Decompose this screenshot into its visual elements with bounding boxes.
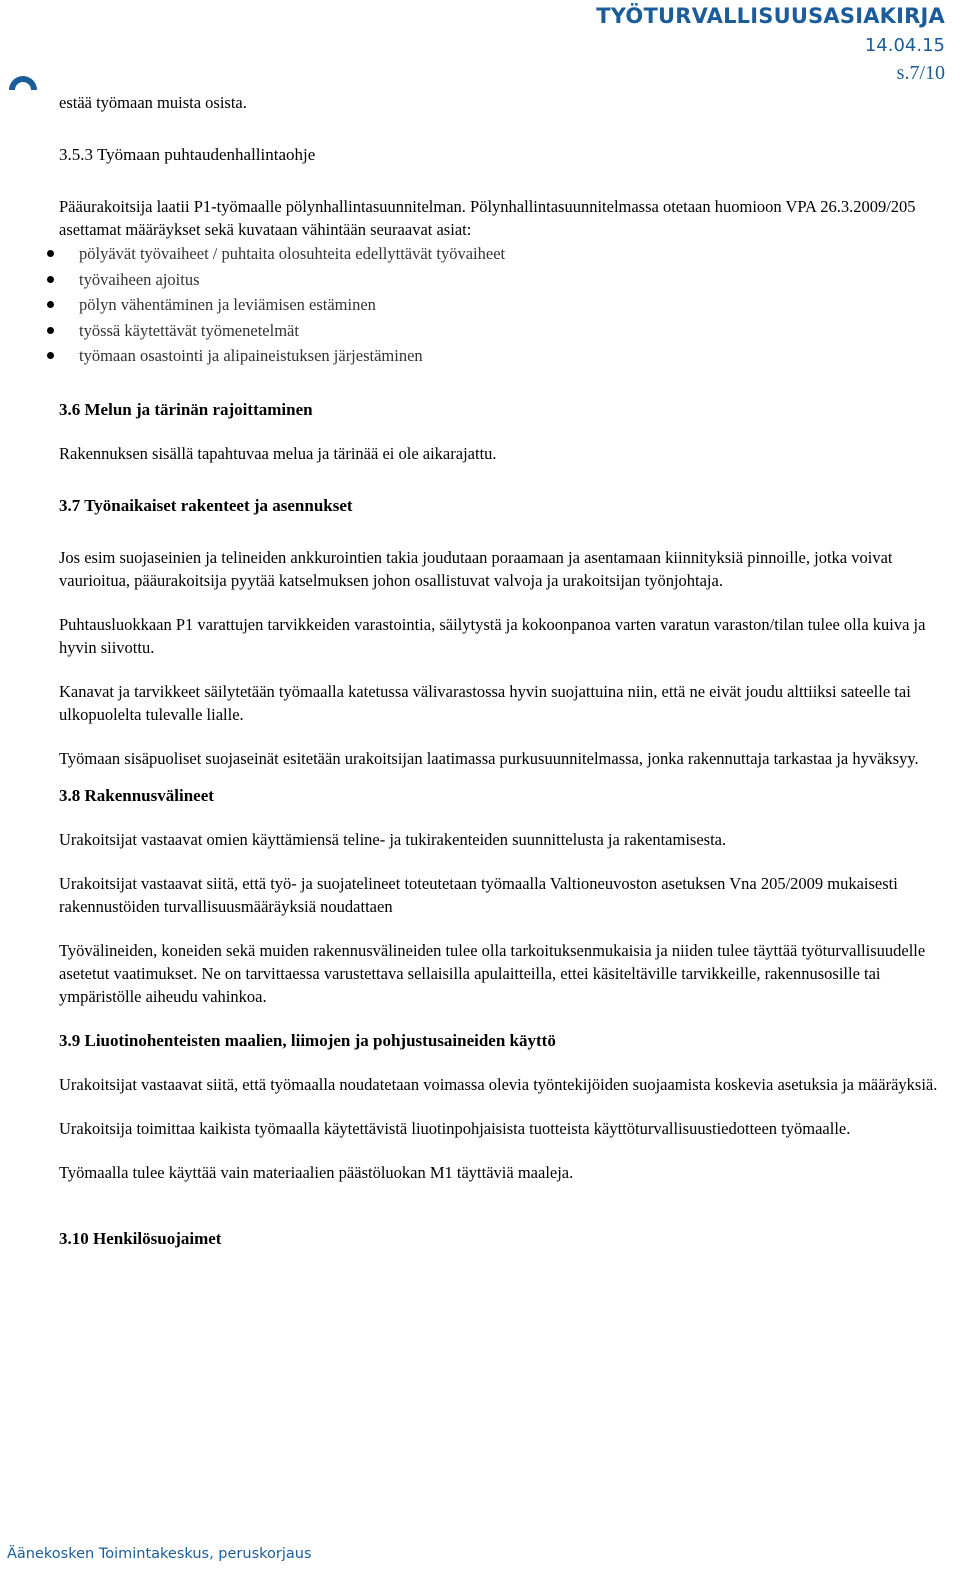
paragraph-walls: Työmaan sisäpuoliset suojaseinät esitetään urakoitsijan laatimassa purkusuunnitelmassa, jonka rakennuttaja tarkastaa ja hyväksyy. xyxy=(59,748,919,768)
paragraph-dust-plan: Pääurakoitsija laatii P1-työmaalle pölynhallintasuunnitelman. Pölynhallintasuunnitelmassa otetaan huomioon VPA 26.3.2009/205 asettamat määräykset sekä kuvataan vähintään seuraavat asiat: xyxy=(59,197,916,239)
document-body xyxy=(59,91,939,1250)
paragraph-equipment: Työvälineiden, koneiden sekä muiden rakennusvälineiden tulee olla tarkoituksenmukaisia ja niiden tulee täyttää työturvallisuudelle asetetut vaatimukset. Ne on tarvittaessa varustettava sellaisilla apulaitteilla, ettei käsiteltäville tarvikkeille, rakennusosille tai ympäristölle aiheudu vahinkoa. xyxy=(59,940,926,1006)
heading-3-7: 3.7 Työnaikaiset rakenteet ja asennukset xyxy=(59,495,353,515)
list-item: työmaan osastointi ja alipaineistuksen järjestäminen xyxy=(59,343,939,369)
bullet-icon xyxy=(47,301,54,308)
paragraph-safety-rails: Urakoitsijat vastaavat siitä, että työ- ja suojatelineet toteutetaan työmaalla Valtioneuvoston asetuksen Vna 205/2009 mukaisesti rakennustöiden turvallisuusmääräyksiä noudattaen xyxy=(59,873,898,916)
paragraph-anchoring: Jos esim suojaseinien ja telineiden ankkurointien takia joudutaan poraamaan ja asentamaan kiinnityksiä pinnoille, jotka voivat vaurioitua, pääurakoitsija pyytää katselmuksen johon osallistuvat valvoja ja urakoitsijan työnjohtaja. xyxy=(59,547,893,590)
heading-3-10: 3.10 Henkilösuojaimet xyxy=(59,1228,222,1248)
paragraph-regulations: Urakoitsijat vastaavat siitä, että työmaalla noudatetaan voimassa olevia työntekijöiden suojaamista koskevia asetuksia ja määräyksiä. xyxy=(59,1074,938,1094)
list-item: pölyn vähentäminen ja leviämisen estäminen xyxy=(59,292,939,318)
document-footer: Äänekosken Toimintakeskus, peruskorjaus xyxy=(7,1546,312,1562)
document-date: 14.04.15 xyxy=(864,35,945,56)
paragraph-storage: Puhtausluokkaan P1 varattujen tarvikkeiden varastointia, säilytystä ja kokoonpanoa varten varatun varaston/tilan tulee olla kuiva ja hyvin siivottu. xyxy=(59,614,926,657)
heading-3-6: 3.6 Melun ja tärinän rajoittaminen xyxy=(59,399,313,419)
paragraph-scaffolds: Urakoitsijat vastaavat omien käyttämiensä teline- ja tukirakenteiden suunnittelusta ja rakentamisesta. xyxy=(59,829,727,849)
paragraph-paints: Työmaalla tulee käyttää vain materiaalien päästöluokan M1 täyttäviä maaleja. xyxy=(59,1162,574,1182)
list-item: työvaiheen ajoitus xyxy=(59,267,939,293)
document-title: TYÖTURVALLISUUSASIAKIRJA xyxy=(596,4,945,28)
bullet-icon xyxy=(47,276,54,283)
page-number: s.7/10 xyxy=(896,62,945,84)
paragraph-safety-sheets: Urakoitsija toimittaa kaikista työmaalla käytettävistä liuotinpohjaisista tuotteista käyttöturvallisuustiedotteen työmaalle. xyxy=(59,1118,851,1138)
paragraph-noise: Rakennuksen sisällä tapahtuvaa melua ja tärinää ei ole aikarajattu. xyxy=(59,443,497,463)
heading-3-8: 3.8 Rakennusvälineet xyxy=(59,785,214,805)
bullet-icon xyxy=(47,352,54,359)
heading-3-9: 3.9 Liuotinohenteisten maalien, liimojen ja pohjustusaineiden käyttö xyxy=(59,1030,556,1050)
bullet-icon xyxy=(47,250,54,257)
logo-arc-icon xyxy=(7,66,39,90)
heading-3-5-3: 3.5.3 Työmaan puhtaudenhallintaohje xyxy=(59,145,316,164)
intro-line: estää työmaan muista osista. xyxy=(59,93,247,112)
list-item: pölyävät työvaiheet / puhtaita olosuhteita edellyttävät työvaiheet xyxy=(59,241,939,267)
list-item: työssä käytettävät työmenetelmät xyxy=(59,318,939,344)
bullet-icon xyxy=(47,327,54,334)
paragraph-ducts: Kanavat ja tarvikkeet säilytetään työmaalla katetussa välivarastossa hyvin suojattuina niin, että ne eivät joudu alttiiksi sateelle tai ulkopuolelta tulevalle lialle. xyxy=(59,681,911,724)
dust-plan-list xyxy=(59,241,939,369)
